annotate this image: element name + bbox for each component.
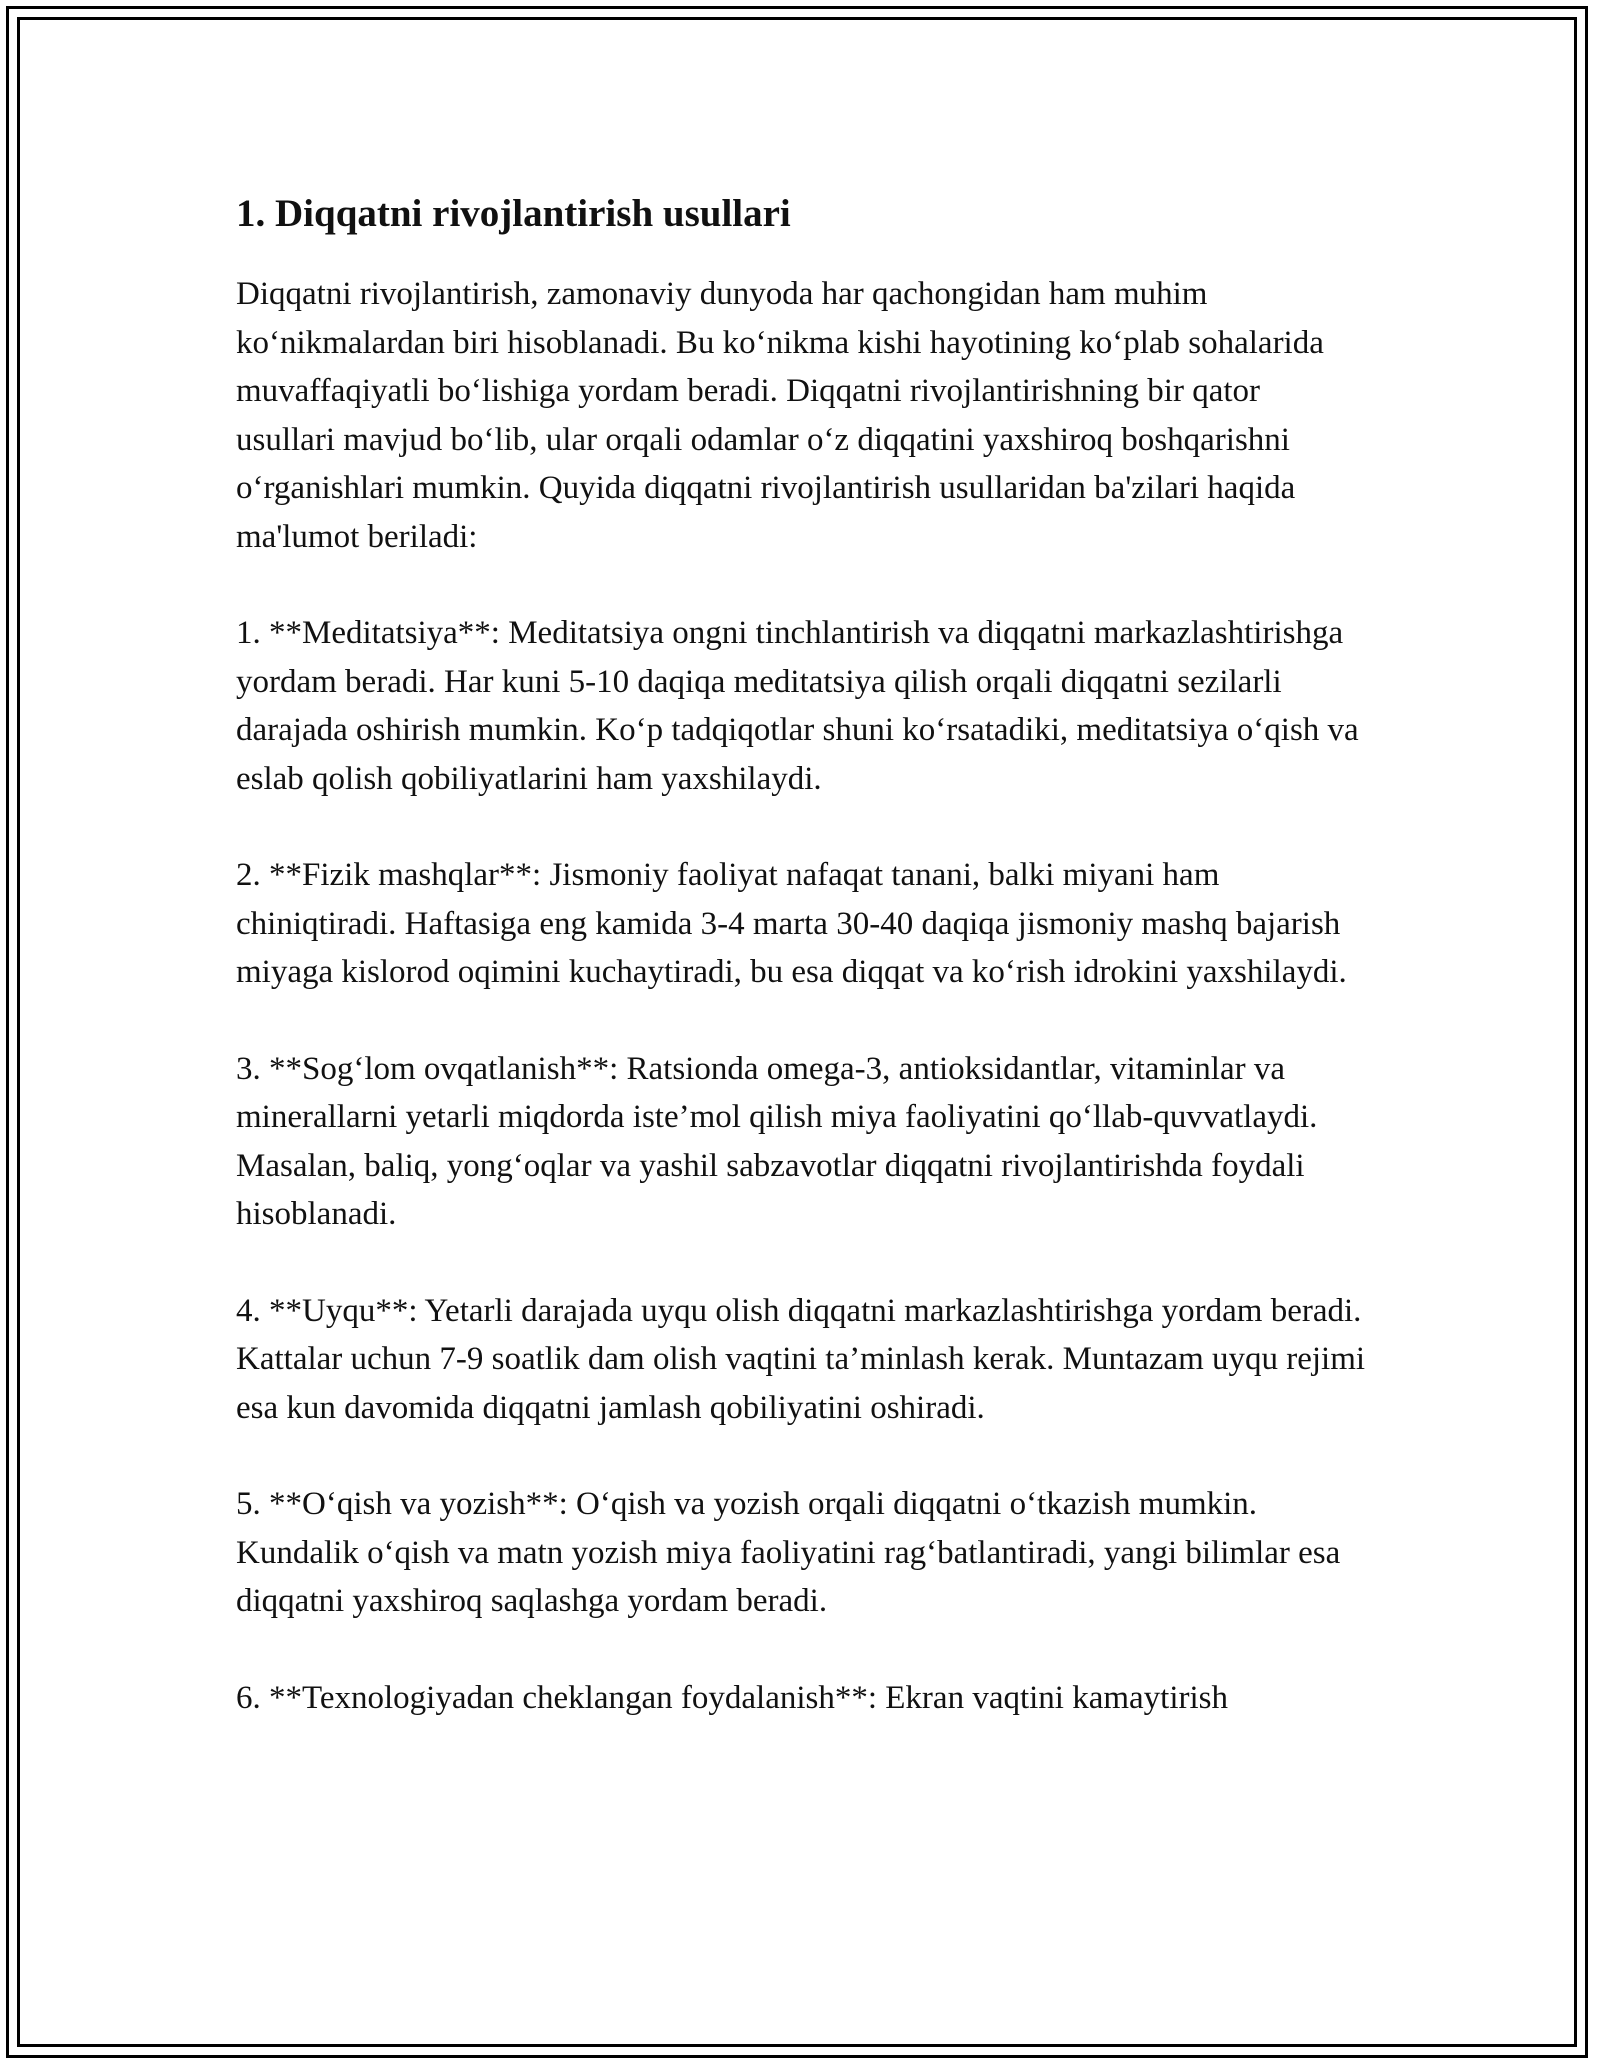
paragraph-technology: 6. **Texnologiyadan cheklangan foydalanish**: Ekran vaqtini kamaytirish [236,1679,1229,1716]
paragraph-sleep: 4. **Uyqu**: Yetarli darajada uyqu olish diqqatni markazlashtirishga yordam beradi. Kattalar uchun 7-9 soatlik dam olish vaqtini ta’minlash kerak. Muntazam uyqu rejimi esa kun davomida diqqatni jamlash qobiliyatini oshiradi. [236,1292,1366,1426]
paragraph-healthy-eating: 3. **Sog‘lom ovqatlanish**: Ratsionda omega-3, antioksidantlar, vitaminlar va minerallarni yetarli miqdorda iste’mol qilish miya faoliyatini qo‘llab-quvvatlaydi. Masalan, baliq, yong‘oqlar va yashil sabzavotlar diqqatni rivojlantirishda foydali hisoblanadi. [236,1050,1318,1232]
document-body [236,186,1366,1770]
intro-paragraph: Diqqatni rivojlantirish, zamonaviy dunyoda har qachongidan ham muhim ko‘nikmalardan biri hisoblanadi. Bu ko‘nikma kishi hayotining ko‘plab sohalarida muvaffaqiyatli bo‘lishiga yordam beradi. Diqqatni rivojlantirishning bir qator usullari mavjud bo‘lib, ular orqali odamlar o‘z diqqatini yaxshiroq boshqarishni o‘rganishlari mumkin. Quyida diqqatni rivojlantirish usullaridan ba'zilari haqida ma'lumot beriladi: [236,276,1324,555]
paragraph-physical-exercise: 2. **Fizik mashqlar**: Jismoniy faoliyat nafaqat tanani, balki miyani ham chiniqtiradi. Haftasiga eng kamida 3-4 marta 30-40 daqiqa jismoniy mashq bajarish miyaga kislorod oqimini kuchaytiradi, bu esa diqqat va ko‘rish idrokini yaxshilaydi. [236,857,1347,990]
paragraph-reading-writing: 5. **O‘qish va yozish**: O‘qish va yozish orqali diqqatni o‘tkazish mumkin. Kundalik o‘qish va matn yozish miya faoliyatini rag‘batlantiradi, yangi bilimlar esa diqqatni yaxshiroq saqlashga yordam beradi. [236,1486,1341,1619]
paragraph-meditation: 1. **Meditatsiya**: Meditatsiya ongni tinchlantirish va diqqatni markazlashtirishga yordam beradi. Har kuni 5-10 daqiqa meditatsiya qilish orqali diqqatni sezilarli darajada oshirish mumkin. Ko‘p tadqiqotlar shuni ko‘rsatadiki, meditatsiya o‘qish va eslab qolish qobiliyatlarini ham yaxshilaydi. [236,615,1359,797]
document-heading: 1. Diqqatni rivojlantirish usullari [236,192,791,235]
